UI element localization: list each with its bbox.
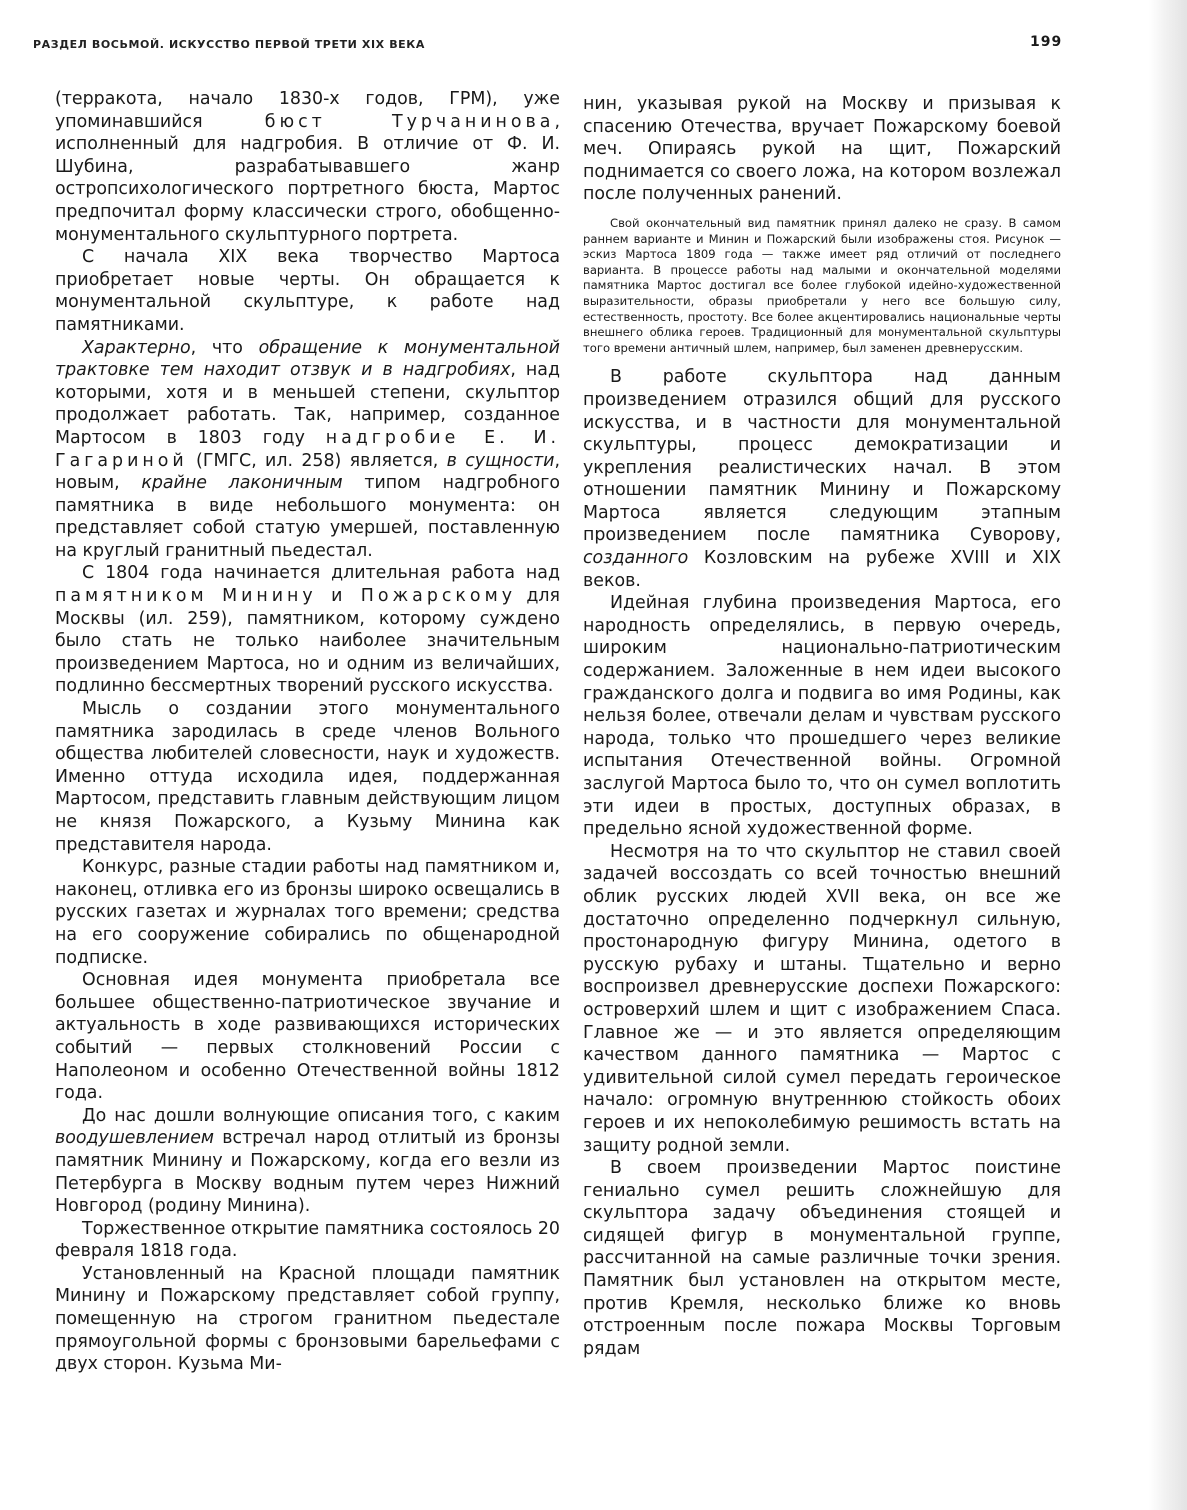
body-paragraph: [583, 93, 1061, 206]
emphasis-text: Характерно: [82, 337, 191, 358]
text-run: Установленный на Красной площади памятник Минину и Пожарскому представляет собой группу, помещенную на строгом гранитном пьедестале прямоугольной формы с бронзовыми барельефами с двух сторон. Кузьма Ми-: [55, 1263, 560, 1375]
emphasis-text: обращение к монументальной трактовке тем находит отзвук и в надгробиях: [55, 337, 560, 381]
text-run: Основная идея монумента приобретала все большее общественно-патриотическое звучание и актуальность в ходе развивающихся исторических событий — первых столкновений России с Наполеоном и особенно Отечественной войны 1812 года.: [55, 970, 560, 1104]
text-run: , над которыми, хотя и в меньшей степени, скульптор продолжает работать. Так, например, созданное Мартосом в 1803 году: [55, 360, 560, 448]
text-run: В своем произведении Мартос поистине гениально сумел решить сложнейшую для скульптора задачу объединения стоящей и сидящей фигур в монументальной группе, рассчитанной на самые различные точки зрения. Памятник был установлен на открытом месте, против Кремля, несколько ближе ко вновь отстроенным после пожара Москвы Торговым рядам: [583, 1158, 1061, 1359]
text-run: , исполненный для надгробия. В отличие от Ф. И. Шубина, разрабатывавшего жанр остропсихологического портретного бюста, Мартос предпочитал форму классически строго, обобщенно-монументального скульптурного портрета.: [55, 111, 560, 245]
body-paragraph: [55, 337, 560, 563]
body-paragraph: [55, 562, 560, 698]
right-text-column: [583, 93, 1061, 1360]
left-text-column: [55, 88, 560, 1376]
text-run: Торжественное открытие памятника состоялось 20 февраля 1818 года.: [55, 1218, 560, 1262]
body-paragraph: [55, 88, 560, 246]
body-paragraph: [583, 592, 1061, 841]
body-paragraph: [55, 246, 560, 336]
spaced-title-text: памятником Минину и Пожарскому: [55, 586, 516, 607]
body-paragraph: [55, 1218, 560, 1263]
text-run: нин, указывая рукой на Москву и призывая к спасению Отечества, вручает Пожарскому боевой меч. Опираясь рукой на щит, Пожарский поднимается со своего ложа, на котором возлежал после полученных ранений.: [583, 94, 1061, 205]
text-run: Козловским на рубеже XVIII и XIX веков.: [583, 548, 1061, 591]
body-paragraph: [55, 969, 560, 1105]
emphasis-text: созданного: [583, 548, 689, 569]
page-number: 199: [1030, 34, 1063, 50]
footnote-paragraph: [583, 216, 1061, 356]
text-run: Свой окончательный вид памятник принял далеко не сразу. В самом раннем варианте и Минин и Пожарский были изображены стоя. Рисунок — эскиз Мартоса 1809 года — также имеет ряд отличий от последнего варианта. В процессе работы над малыми и окончательной моделями памятника Мартос достигал все более глубокой идейно-художественной выразительности, образы приобретали у него все большую силу, естественность, простоту. Все более акцентировались национальные черты внешнего облика героев. Традиционный для монументальной скульптуры того времени античный шлем, например, был заменен древнерусским.: [583, 215, 1061, 355]
text-run: Конкурс, разные стадии работы над памятником и, наконец, отливка его из бронзы широко освещались в русских газетах и журналах того времени; средства на его сооружение собирались по общенародной подписке.: [55, 857, 560, 968]
body-paragraph: [55, 1105, 560, 1218]
body-paragraph: [583, 841, 1061, 1157]
text-run: До нас дошли волнующие описания того, с каким: [82, 1105, 560, 1126]
page-edge-shadow: [1149, 0, 1187, 1510]
running-head: РАЗДЕЛ ВОСЬМОЙ. ИСКУССТВО ПЕРВОЙ ТРЕТИ XIX ВЕКА: [33, 38, 425, 51]
text-run: Несмотря на то что скульптор не ставил своей задачей воссоздать со всей точностью внешний облик русских людей XVII века, он все же достаточно определенно подчеркнул сильную, простонародную фигуру Минина, одетого в русскую рубаху и штаны. Тщательно и верно воспроизвел древнерусские доспехи Пожарского: островерхий шлем и щит с изображением Спаса. Главное же — и это является определяющим качеством данного памятника — Мартос с удивительной силой сумел передать героическое начало: огромную внутреннюю стойкость обоих героев и их непоколебимую решимость встать на защиту родной земли.: [583, 841, 1061, 1156]
text-run: Идейная глубина произведения Мартоса, его народность определялись, в первую очередь, широким национально-патриотическим содержанием. Заложенные в нем идеи высокого гражданского долга и подвига во имя Родины, как нельзя более, отвечали делам и чувствам русского народа, только что прошедшего через великие испытания Отечественной войны. Огромной заслугой Мартоса было то, что он сумел воплотить эти идеи в простых, доступных образах, в предельно ясной художественной форме.: [583, 593, 1061, 840]
body-paragraph: [55, 698, 560, 856]
body-paragraph: [55, 1263, 560, 1376]
text-run: Мысль о создании этого монументального памятника зародилась в среде членов Вольного общества любителей словесности, наук и художеств. Именно оттуда исходила идея, поддержанная Мартосом, представить главным действующим лицом не князя Пожарского, а Кузьму Минина как представителя народа.: [55, 699, 560, 855]
body-paragraph: [583, 1157, 1061, 1360]
text-run: , новым,: [55, 450, 561, 494]
text-run: типом надгробного памятника в виде небольшого монумента: он представляет собой статую умершей, поставленную на круглый гранитный пьедестал.: [55, 473, 560, 561]
body-paragraph: [55, 856, 560, 969]
spaced-title-text: надгробие Е. И. Гагариной: [55, 427, 560, 471]
text-run: В работе скульптора над данным произведением отразился общий для русского искусства, и в частности для монументальной скульптуры, процесс демократизации и укрепления реалистических начал. В этом отношении памятник Минину и Пожарскому Мартоса является следующим этапным произведением после памятника Суворову,: [583, 367, 1061, 546]
text-run: (ГМГС, ил. 258) является,: [187, 450, 447, 471]
spaced-title-text: бюст Турчанинова: [264, 111, 555, 132]
text-run: для Москвы (ил. 259), памятником, которому суждено было стать не только наиболее значительным произведением Мартоса, но и одним из величайших, подлинно бессмертных творений русского искусства.: [55, 586, 560, 697]
text-run: С начала XIX века творчество Мартоса приобретает новые черты. Он обращается к монументальной скульптуре, к работе над памятниками.: [55, 247, 560, 335]
emphasis-text: в сущности: [446, 450, 555, 471]
text-run: встречал народ отлитый из бронзы памятник Минину и Пожарскому, когда его везли из Петербурга в Москву водным путем через Нижний Новгород (родину Минина).: [55, 1128, 560, 1217]
text-run: (терракота, начало 1830-х годов, ГРМ), уже упоминавшийся: [55, 89, 560, 132]
emphasis-text: крайне лаконичным: [141, 473, 343, 494]
body-paragraph: [583, 366, 1061, 592]
text-run: С 1804 года начинается длительная работа над: [82, 563, 560, 584]
text-run: , что: [190, 337, 259, 358]
emphasis-text: воодушевлением: [55, 1128, 215, 1149]
